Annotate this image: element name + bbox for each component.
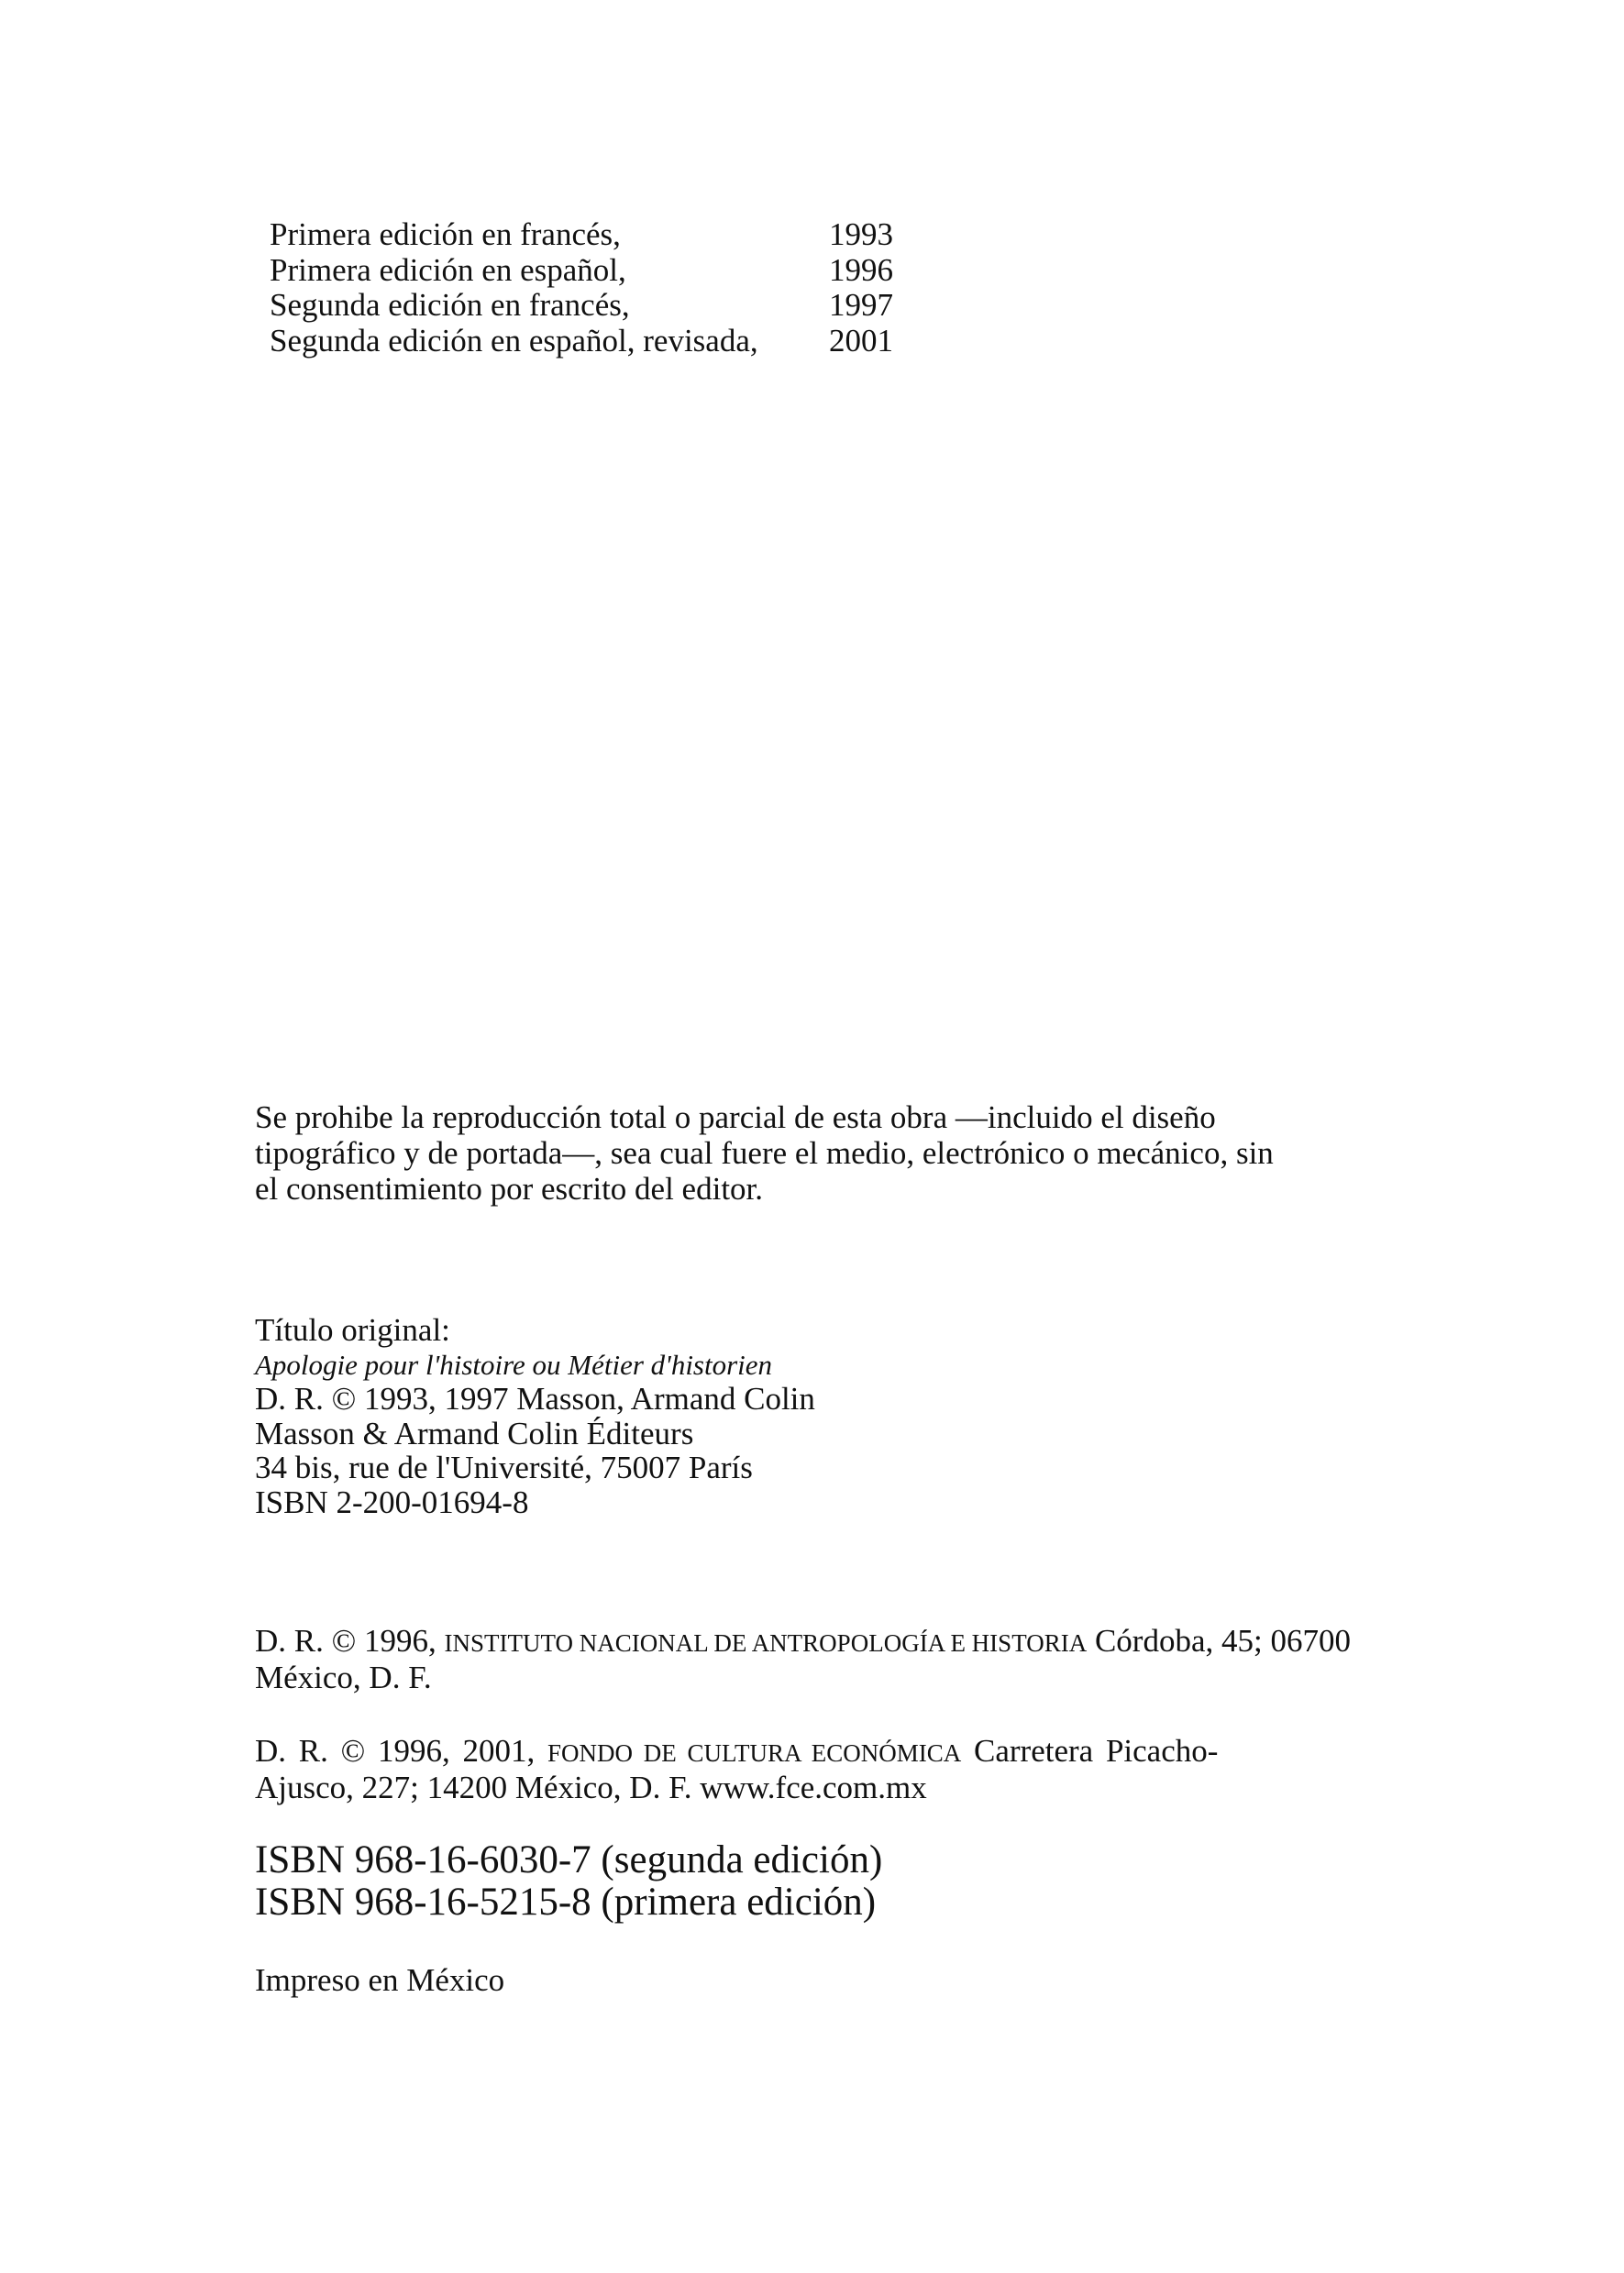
institution-name: INSTITUTO NACIONAL DE ANTROPOLOGÍA E HISTORIA [444, 1629, 1088, 1657]
edition-year: 1996 [829, 251, 893, 288]
rights-fce-line1 [255, 1734, 1383, 1771]
original-heading: Título original: [255, 1312, 450, 1348]
edition-label: Segunda edición en francés, [270, 287, 630, 324]
edition-label: Segunda edición en español, revisada, [270, 323, 758, 359]
isbn-second-edition: ISBN 968-16-6030-7 (segunda edición) [255, 1838, 883, 1881]
edition-year: 1993 [829, 216, 893, 252]
rights-inah-line1 [255, 1624, 1383, 1661]
original-publisher: Masson & Armand Colin Éditeurs [255, 1415, 694, 1451]
edition-label: Primera edición en francés, [270, 216, 621, 252]
rights-prefix: D. R. © 1996, [255, 1623, 436, 1659]
original-title: Apologie pour l'histoire ou Métier d'historien [255, 1348, 773, 1381]
original-address: 34 bis, rue de l'Université, 75007 París [255, 1450, 753, 1485]
notice-line: Se prohibe la reproducción total o parcial de esta obra —incluido el diseño [255, 1099, 1216, 1135]
rights-fce [255, 1734, 1383, 1805]
original-title-block [255, 1313, 815, 1519]
isbn-block [255, 1839, 882, 1924]
publisher-address: Carretera Picacho- [974, 1733, 1219, 1769]
notice-line: tipográfico y de portada—, sea cual fuere el medio, electrónico o mecánico, sin [255, 1135, 1274, 1171]
institution-address-line2: México, D. F. [255, 1660, 432, 1695]
edition-year: 2001 [829, 323, 893, 359]
rights-prefix: D. R. © 1996, 2001, [255, 1733, 536, 1769]
publisher-address-line2: Ajusco, 227; 14200 México, D. F. www.fce.com.mx [255, 1770, 927, 1805]
isbn-first-edition: ISBN 968-16-5215-8 (primera edición) [255, 1881, 877, 1924]
printed-in: Impreso en México [255, 1962, 505, 1998]
institution-address: Córdoba, 45; 06700 [1094, 1623, 1351, 1659]
publisher-name: FONDO DE CULTURA ECONÓMICA [547, 1739, 962, 1767]
edition-label: Primera edición en español, [270, 251, 626, 288]
original-rights: D. R. © 1993, 1997 Masson, Armand Colin [255, 1381, 815, 1417]
reproduction-notice [255, 1099, 1383, 1207]
edition-year: 1997 [829, 287, 893, 324]
original-isbn: ISBN 2-200-01694-8 [255, 1484, 529, 1520]
rights-inah [255, 1624, 1383, 1695]
notice-line: el consentimiento por escrito del editor. [255, 1171, 764, 1207]
